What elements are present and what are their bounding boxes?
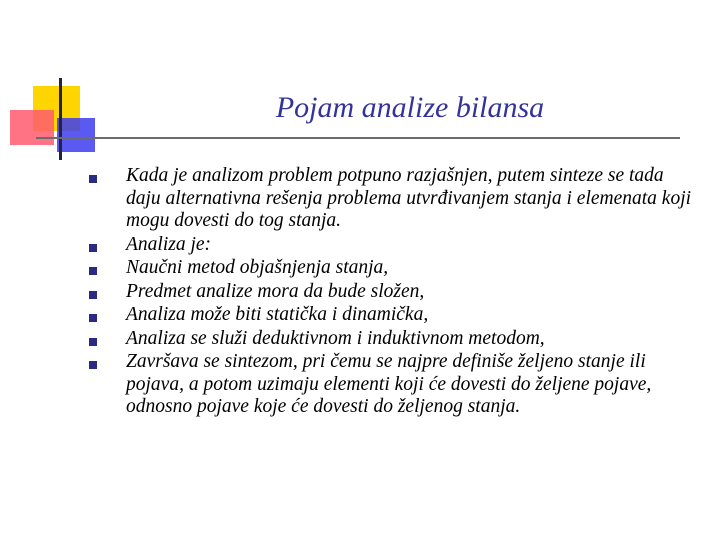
square-bullet-icon: [89, 338, 97, 346]
bullet-item: [88, 304, 698, 327]
bullet-item: [88, 351, 698, 419]
bullet-text: Kada je analizom problem potpuno razjašnjen, putem sinteze se tada daju alternativna rešenja problema utvrđivanjem stanja i elemenata koji mogu dovesti do tog stanja.: [126, 165, 692, 231]
logo-red-square: [10, 110, 54, 145]
square-bullet-icon: [89, 291, 97, 299]
title-underline: [36, 137, 680, 139]
bullet-text: Predmet analize mora da bude složen,: [126, 280, 425, 302]
bullet-item: [88, 281, 698, 304]
logo-blue-square: [57, 118, 95, 152]
bullet-text: Analiza može biti statička i dinamička,: [126, 304, 429, 325]
bullet-list: [88, 165, 698, 420]
square-bullet-icon: [89, 361, 97, 369]
bullet-text: Završava se sintezom, pri čemu se najpre definiše željeno stanje ili pojava, a potom uzimaju elementi koji će dovesti do željene pojave, odnosno pojave koje će dovesti do željenog stanja.: [126, 351, 652, 417]
bullet-item: [88, 234, 698, 257]
bullet-item: [88, 257, 698, 280]
square-bullet-icon: [89, 267, 97, 275]
logo-vertical-line: [59, 78, 62, 160]
bullet-item: [88, 328, 698, 351]
square-bullet-icon: [89, 314, 97, 322]
bullet-item: [88, 165, 698, 233]
bullet-text: Analiza je:: [126, 233, 212, 255]
slide-title: Pojam analize bilansa: [275, 91, 545, 124]
bullet-text: Naučni metod objašnjenja stanja,: [126, 257, 389, 278]
bullet-text: Analiza se služi deduktivnom i induktivnom metodom,: [126, 327, 545, 349]
square-bullet-icon: [89, 244, 97, 252]
square-bullet-icon: [89, 175, 97, 183]
